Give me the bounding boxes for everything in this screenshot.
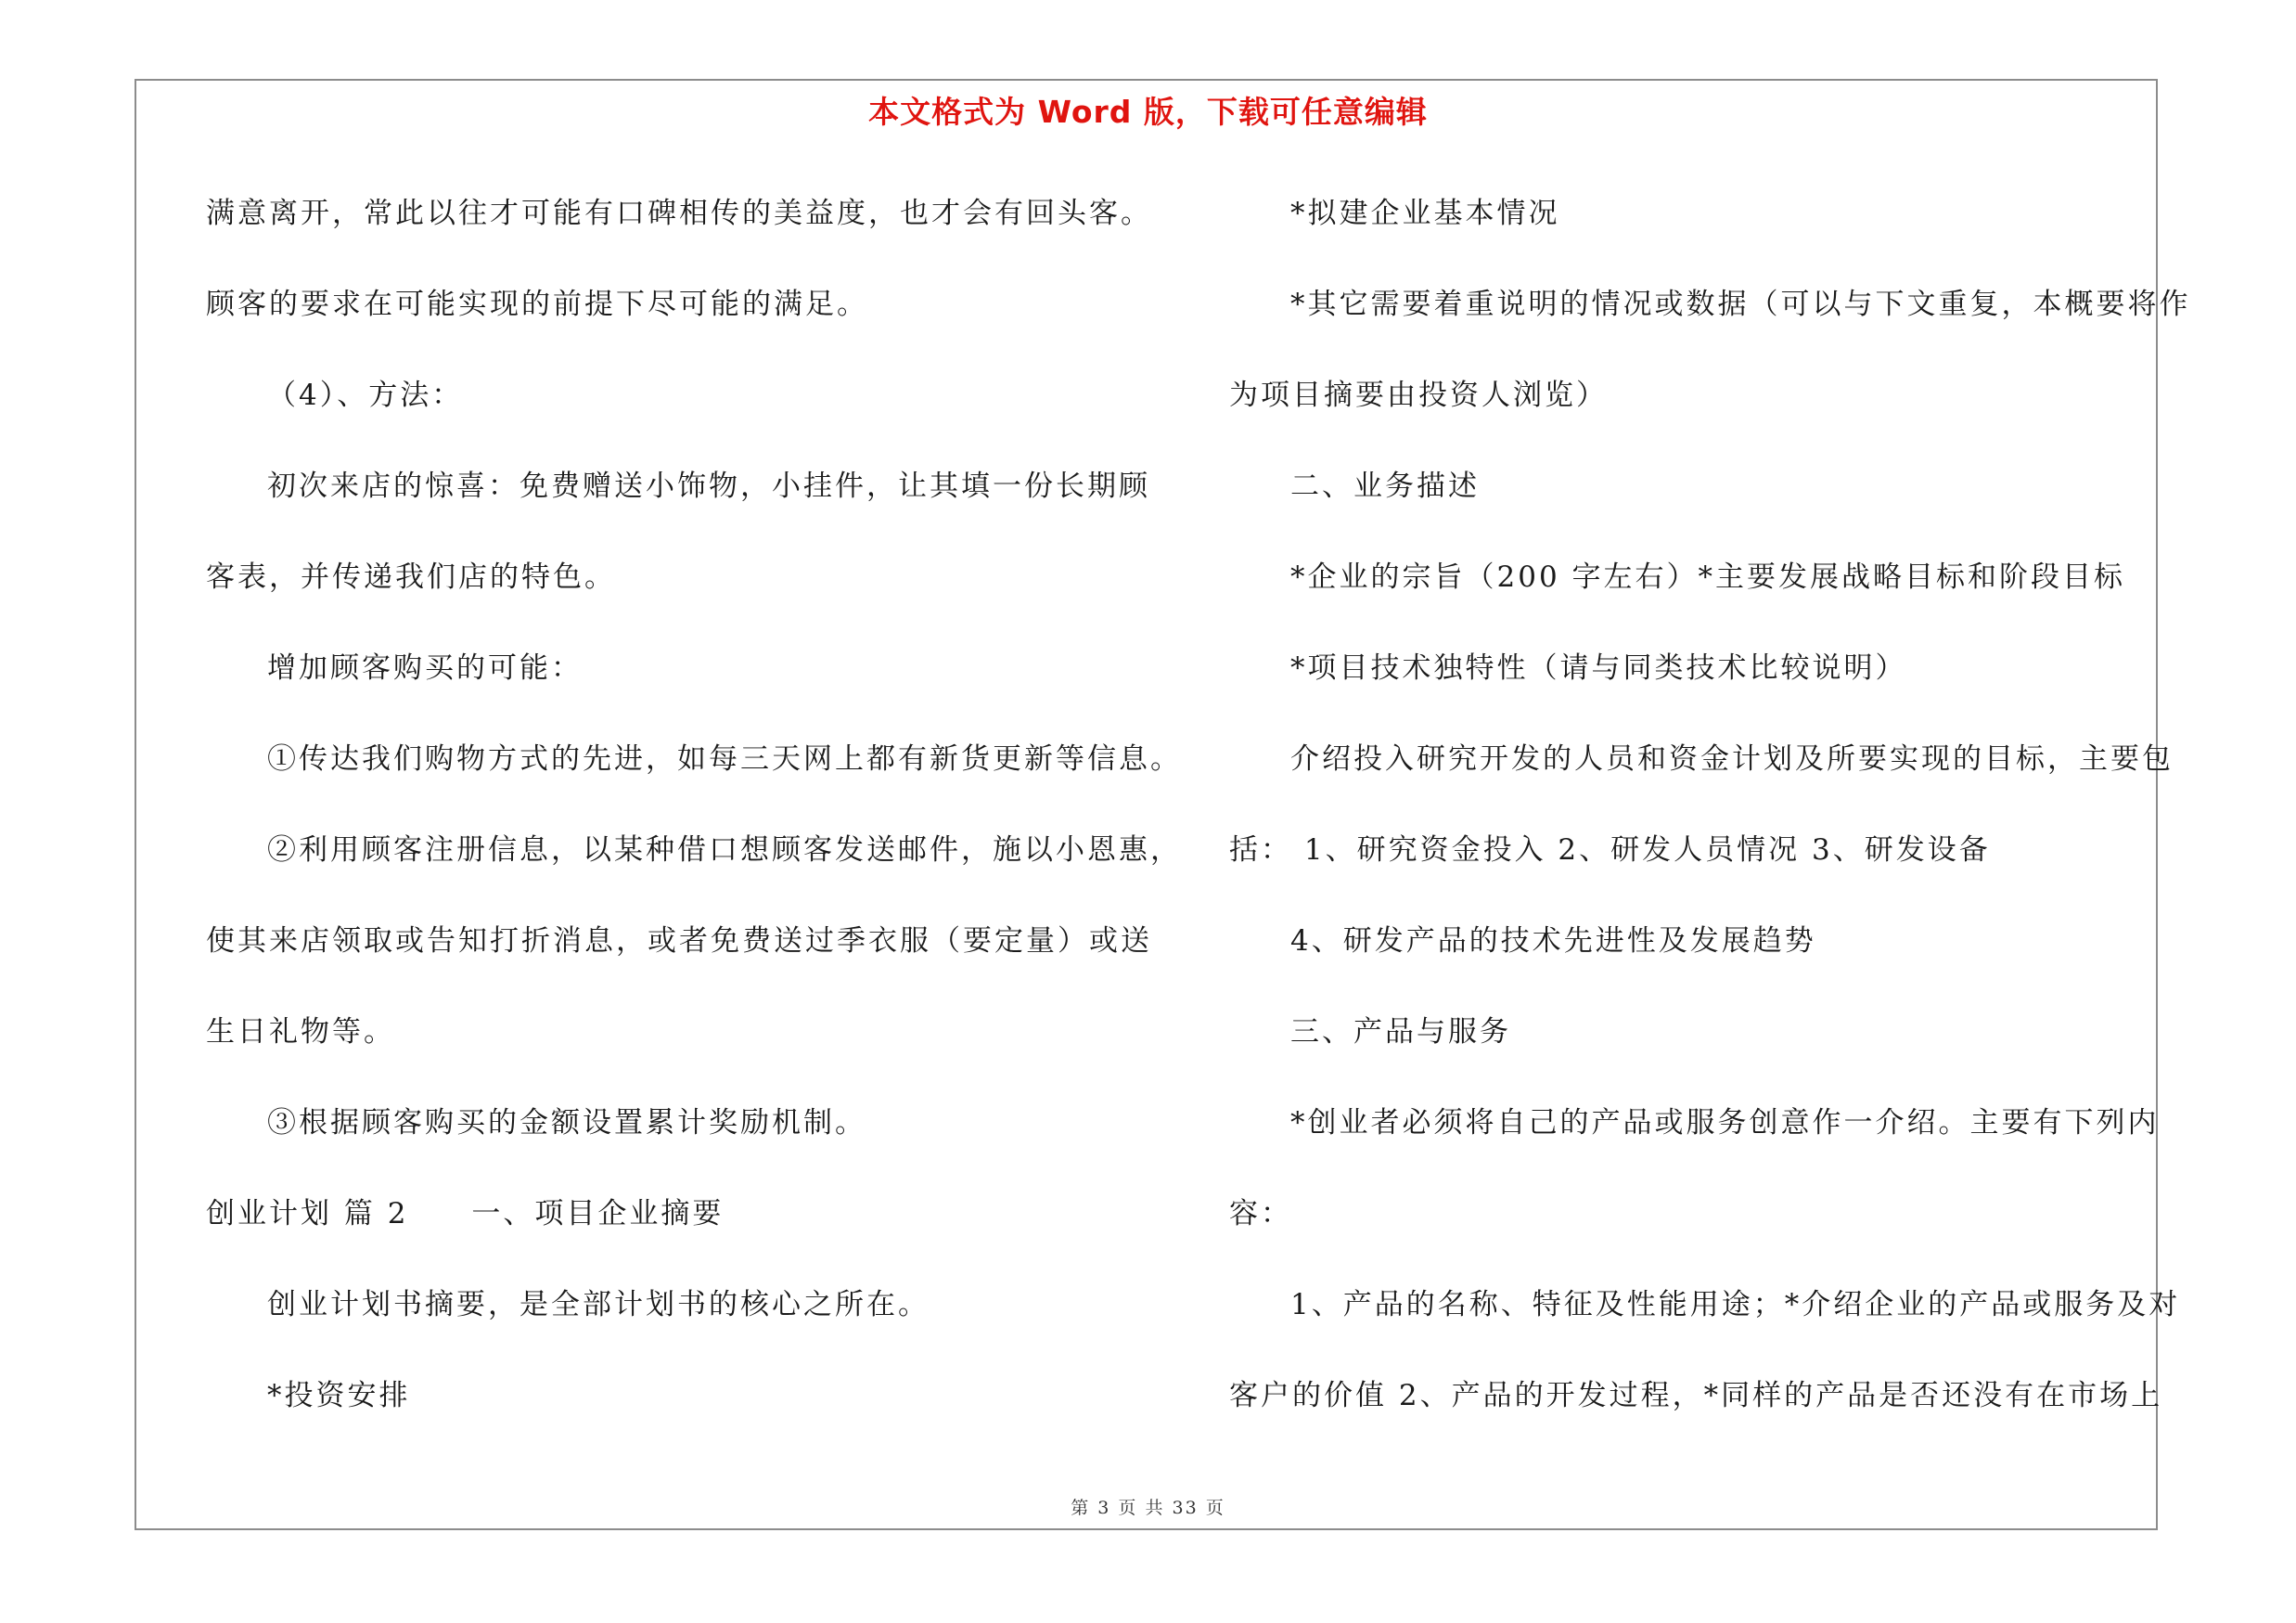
text-line: *其它需要着重说明的情况或数据（可以与下文重复，本概要将作: [1290, 288, 2191, 321]
header-banner: 本文格式为 Word 版，下载可任意编辑: [868, 94, 1428, 130]
text-line: 增加顾客购买的可能：: [267, 651, 583, 685]
text-line: 顾客的要求在可能实现的前提下尽可能的满足。: [206, 288, 868, 321]
text-line: 介绍投入研究开发的人员和资金计划及所要实现的目标，主要包: [1290, 742, 2174, 776]
text-line: 满意离开，常此以往才可能有口碑相传的美益度，也才会有回头客。: [206, 197, 1152, 230]
text-line: 括： 1、研究资金投入 2、研发人员情况 3、研发设备: [1229, 833, 1991, 867]
left-column: [206, 186, 1182, 1459]
section-heading: 二、业务描述: [1290, 470, 1480, 503]
text-line: 4、研发产品的技术先进性及发展趋势: [1290, 924, 1816, 958]
section-heading: 创业计划 篇 2 一、项目企业摘要: [206, 1197, 725, 1230]
text-line: 1、产品的名称、特征及性能用途；*介绍企业的产品或服务及对: [1290, 1288, 2181, 1321]
text-line: 初次来店的惊喜：免费赠送小饰物，小挂件，让其填一份长期顾: [267, 470, 1150, 503]
text-line: 容：: [1229, 1197, 1292, 1230]
section-heading: 三、产品与服务: [1290, 1015, 1511, 1049]
text-line: *投资安排: [267, 1379, 411, 1412]
text-line: ②利用顾客注册信息，以某种借口想顾客发送邮件，施以小恩惠，: [267, 833, 1182, 867]
text-line: （4）、方法：: [267, 379, 464, 412]
text-line: 为项目摘要由投资人浏览）: [1229, 379, 1608, 412]
text-line: ①传达我们购物方式的先进，如每三天网上都有新货更新等信息。: [267, 742, 1182, 776]
page-footer: 第 3 页 共 33 页: [1071, 1498, 1225, 1518]
text-line: *企业的宗旨（200 字左右）*主要发展战略目标和阶段目标: [1290, 560, 2126, 594]
text-line: *项目技术独特性（请与同类技术比较说明）: [1290, 651, 1907, 685]
text-line: 创业计划书摘要，是全部计划书的核心之所在。: [267, 1288, 930, 1321]
text-line: 使其来店领取或告知打折消息，或者免费送过季衣服（要定量）或送: [206, 924, 1152, 958]
right-column: [1229, 186, 2191, 1459]
text-line: 客户的价值 2、产品的开发过程，*同样的产品是否还没有在市场上: [1229, 1379, 2163, 1412]
text-line: ③根据顾客购买的金额设置累计奖励机制。: [267, 1106, 866, 1140]
text-line: 生日礼物等。: [206, 1015, 395, 1049]
text-line: *拟建企业基本情况: [1290, 197, 1560, 230]
text-line: 客表，并传递我们店的特色。: [206, 560, 616, 594]
text-line: *创业者必须将自己的产品或服务创意作一介绍。主要有下列内: [1290, 1106, 2160, 1140]
